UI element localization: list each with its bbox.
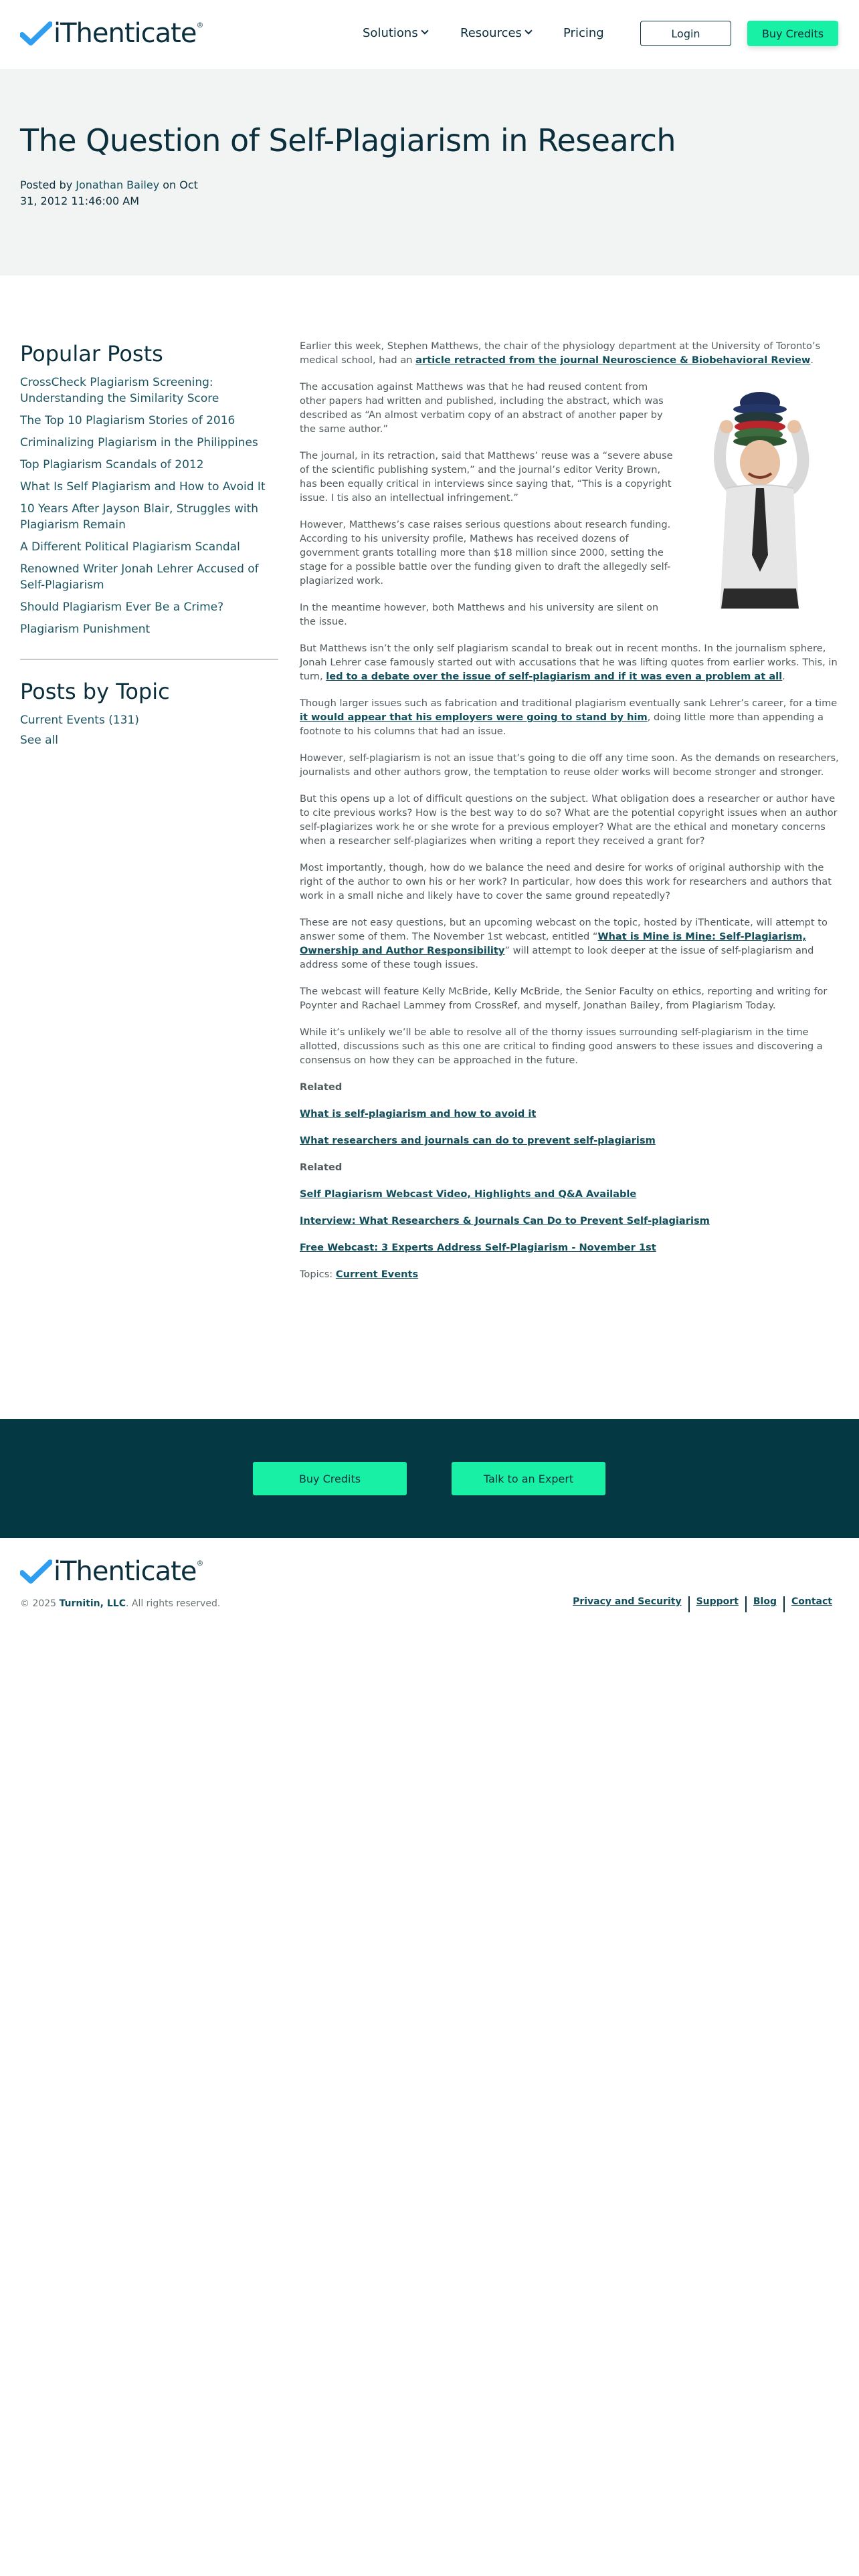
article-paragraph: The journal, in its retraction, said that Matthews’ reuse was a “severe abuse of the scientific publishing system,” and the journal’s editor Verity Brown, has been equally critical in interviews since saying that, “This is a copyright issue. I tis also an intellectual infringement.”	[300, 450, 673, 504]
post-meta: Posted by Jonathan Bailey on Oct 31, 2012 11:46:00 AM	[20, 179, 198, 207]
article-paragraph: Earlier this week, Stephen Matthews, the chair of the physiology department at the University of Toronto’s medical school, had an article retracted from the journal Neuroscience & Biobehavioral Review.	[300, 340, 821, 366]
turnitin-link[interactable]: Turnitin, LLC	[59, 1598, 126, 1609]
buy-credits-button[interactable]: Buy Credits	[747, 21, 838, 46]
footer-link-blog[interactable]: Blog	[753, 1596, 777, 1607]
popular-posts-heading: Popular Posts	[20, 341, 163, 366]
checkmark-logo-icon	[20, 20, 52, 47]
site-logo[interactable]	[20, 17, 203, 49]
article-paragraph: But this opens up a lot of difficult questions on the subject. What obligation does a researcher or author have to cite previous works? How is the best way to do so? What are the potential copyright issues when an author self-plagiarizes work he or she wrote for a previous employer? What are the ethical and monetary concerns when a researcher self-plagiarizes when writing a report they received a grant for?	[300, 793, 838, 847]
related-label: Related	[300, 1081, 343, 1093]
article-paragraph: While it’s unlikely we’ll be able to resolve all of the thorny issues surrounding self-plagiarism in the time allotted, discussions such as this one are critical to finding good answers to these issues and discovering a consensus on how they can be approached in the future.	[300, 1027, 823, 1066]
popular-post-link[interactable]: What Is Self Plagiarism and How to Avoid It	[20, 480, 266, 494]
related-link[interactable]: What is self-plagiarism and how to avoid it	[300, 1108, 537, 1119]
article-paragraph: Most importantly, though, how do we balance the need and desire for works of original authorship with the right of the author to own his or her work? In particular, how does this work for researchers and authors that work in a small niche and likely have to cover the same ground repeatedly?	[300, 862, 832, 901]
popular-post-link[interactable]: A Different Political Plagiarism Scandal	[20, 540, 240, 554]
popular-post-link[interactable]: Criminalizing Plagiarism in the Philippines	[20, 436, 258, 449]
sidebar	[20, 341, 278, 752]
article-paragraph: In the meantime however, both Matthews and his university are silent on the issue.	[300, 602, 659, 627]
article-paragraph: Though larger issues such as fabrication and traditional plagiarism eventually sank Lehrer’s career, for a time it would appear that his employers were going to stand by him, doing little more than appending a footnote to his columns that had an issue.	[300, 697, 838, 737]
topic-current-events-link[interactable]: Current Events	[335, 1269, 419, 1280]
chevron-down-icon	[421, 27, 428, 34]
footer-link-contact[interactable]: Contact	[791, 1596, 832, 1607]
related-link[interactable]: What researchers and journals can do to prevent self-plagiarism	[300, 1135, 656, 1146]
article-hero	[0, 69, 859, 276]
author-link[interactable]: Jonathan Bailey	[76, 179, 160, 191]
article-paragraph: However, self-plagiarism is not an issue that’s going to die off any time soon. As the demands on researchers, journalists and other authors grow, the temptation to reuse older works will become stronger and stronger.	[300, 752, 839, 778]
nav-resources[interactable]	[460, 22, 531, 43]
logo-wordmark: iThenticate ®	[54, 18, 203, 49]
article-topics: Topics: Current Events	[300, 1269, 419, 1280]
cta-band	[0, 1419, 859, 1538]
popular-post-link[interactable]: The Top 10 Plagiarism Stories of 2016	[20, 414, 235, 427]
article-body	[300, 339, 839, 1294]
topic-link-current-events[interactable]: Current Events (131)	[20, 714, 139, 727]
nav-solutions-label: Solutions	[363, 25, 418, 40]
article-paragraph: The accusation against Matthews was that he had reused content from other papers had written and published, including the abstract, which was described as “An almost verbatim copy of an abstract of another paper by the same author.”	[300, 381, 664, 435]
popular-post-link[interactable]: Renowned Writer Jonah Lehrer Accused of Self-Plagiarism	[20, 562, 259, 592]
chevron-down-icon	[524, 27, 532, 34]
employers-stand-by-link[interactable]: it would appear that his employers were going to stand by him	[300, 712, 648, 723]
logo-wordmark: iThenticate ®	[54, 1556, 203, 1587]
popular-post-link[interactable]: Should Plagiarism Ever Be a Crime?	[20, 601, 224, 614]
posts-by-topic-heading: Posts by Topic	[20, 679, 170, 704]
checkmark-logo-icon	[20, 1558, 52, 1585]
site-header	[0, 0, 859, 67]
popular-post-link[interactable]: CrossCheck Plagiarism Screening: Understanding the Similarity Score	[20, 376, 219, 405]
popular-posts-list	[20, 374, 278, 637]
cta-talk-to-expert-button[interactable]: Talk to an Expert	[452, 1462, 605, 1495]
cta-buy-credits-button[interactable]: Buy Credits	[253, 1462, 407, 1495]
article-paragraph: However, Matthews’s case raises serious questions about research funding. According to his university profile, Mathews has received dozens of government grants totalling more than $18 million since 2000, setting the stage for a possible battle over the funding given to draft the allegedly self-plagiarized work.	[300, 519, 671, 586]
footer-logo[interactable]	[20, 1555, 203, 1588]
self-plagiarism-debate-link[interactable]: led to a debate over the issue of self-plagiarism and if it was even a problem at all	[326, 671, 783, 682]
footer-link-privacy[interactable]: Privacy and Security	[573, 1596, 682, 1607]
article-paragraph: But Matthews isn’t the only self plagiarism scandal to break out in recent months. In the journalism sphere, Jonah Lehrer case famously started out with accusations that he was lifting quotes from earlier works. This, in turn, led to a debate over the issue of self-plagiarism and if it was even a problem at all.	[300, 643, 838, 682]
popular-post-link[interactable]: Top Plagiarism Scandals of 2012	[20, 458, 204, 471]
popular-post-link[interactable]: Plagiarism Punishment	[20, 623, 151, 636]
article-paragraph: The webcast will feature Kelly McBride, Kelly McBride, the Senior Faculty on ethics, reporting and writing for Poynter and Rachael Lammey from CrossRef, and myself, Jonathan Bailey, from Plagiarism Today.	[300, 986, 828, 1011]
nav-solutions[interactable]	[363, 22, 427, 43]
related-label: Related	[300, 1162, 343, 1173]
page-title: The Question of Self-Plagiarism in Research	[20, 122, 676, 158]
retraction-link[interactable]: article retracted from the journal Neuroscience & Biobehavioral Review	[415, 354, 811, 366]
sidebar-divider	[20, 659, 278, 660]
article-paragraph: These are not easy questions, but an upcoming webcast on the topic, hosted by iThenticate, will attempt to answer some of them. The November 1st webcast, entitled “What is Mine is Mine: Self-Plagiarism, Ownership and Author Responsibility” will attempt to look deeper at the issue of self-plagiarism and address some of these tough issues.	[300, 917, 828, 970]
related-link[interactable]: Free Webcast: 3 Experts Address Self-Plagiarism - November 1st	[300, 1242, 656, 1253]
webcast-link[interactable]: What is Mine is Mine: Self-Plagiarism, Ownership and Author Responsibility	[300, 931, 807, 956]
footer-links	[566, 1596, 839, 1612]
footer-link-support[interactable]: Support	[696, 1596, 739, 1607]
popular-post-link[interactable]: 10 Years After Jayson Blair, Struggles with Plagiarism Remain	[20, 502, 259, 532]
nav-pricing[interactable]	[563, 22, 604, 43]
man-with-hats-photo	[685, 388, 839, 609]
copyright: © 2025 Turnitin, LLC. All rights reserved.	[20, 1598, 221, 1609]
topic-link-see-all[interactable]: See all	[20, 734, 58, 747]
nav-resources-label: Resources	[460, 25, 522, 40]
related-link[interactable]: Self Plagiarism Webcast Video, Highlights and Q&A Available	[300, 1188, 637, 1200]
nav-pricing-label: Pricing	[563, 25, 604, 40]
related-link[interactable]: Interview: What Researchers & Journals Can Do to Prevent Self-plagiarism	[300, 1215, 710, 1226]
login-button[interactable]: Login	[640, 21, 731, 46]
